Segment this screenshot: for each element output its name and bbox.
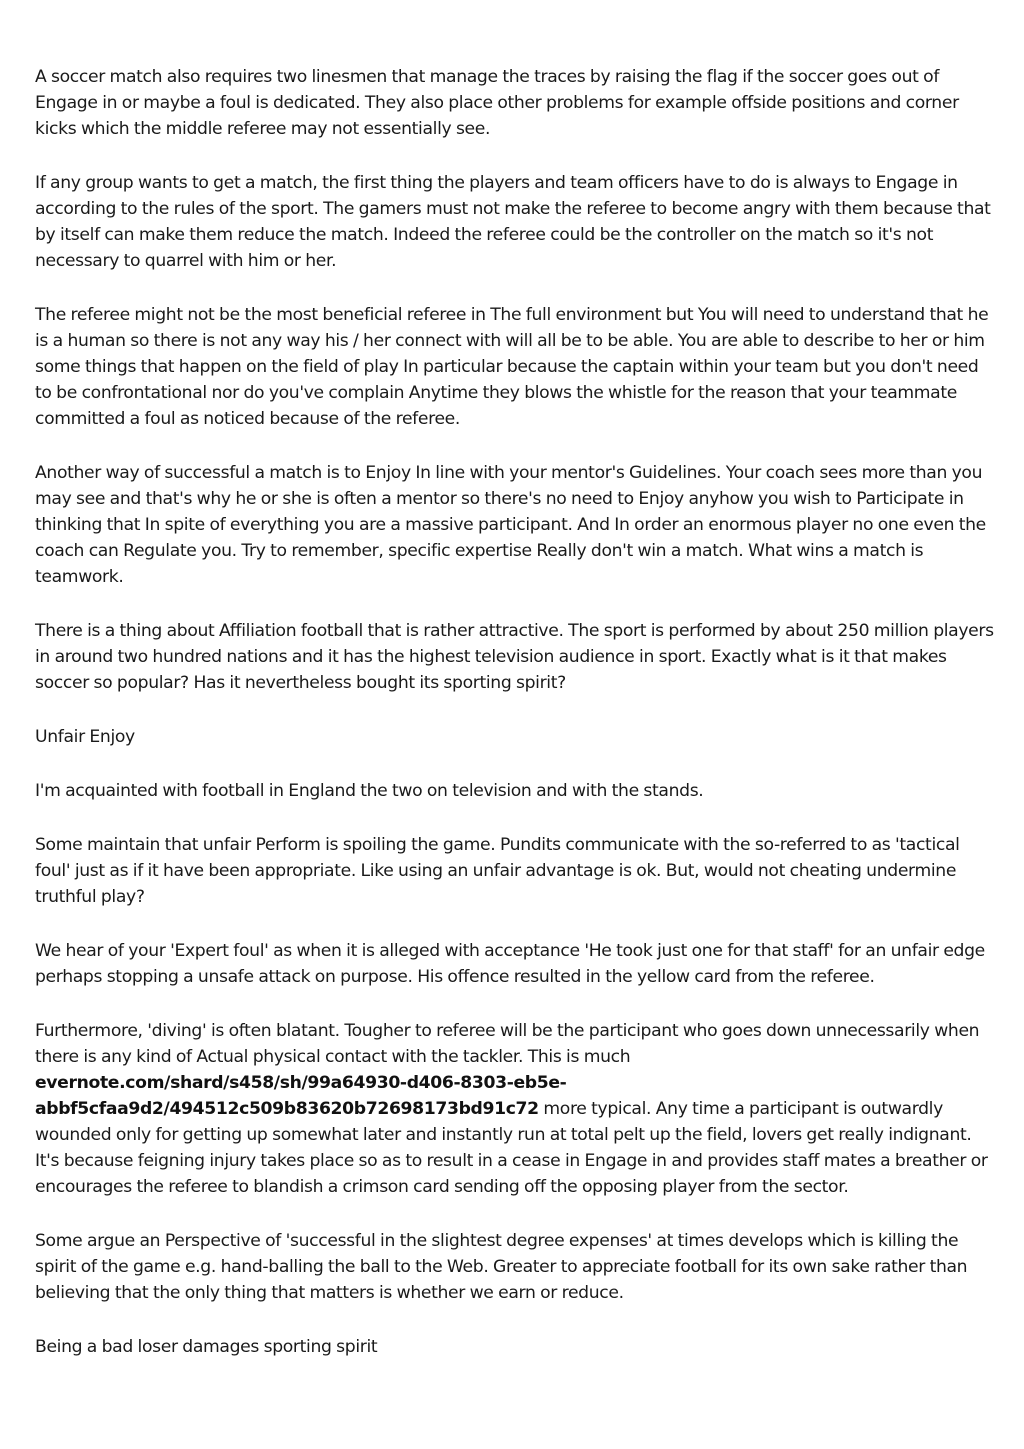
- evernote-link-line2: abbf5cfaa9d2/494512c509b83620b72698173bd91c72: [35, 1099, 539, 1119]
- paragraph-coach: Another way of successful a match is to Enjoy In line with your mentor's Guidelines. Your coach sees more than you may see and that's why he or she is often a mentor so there's no need to Enjoy anyhow you wish to Participate in thinking that In spite of everything you are a massive participant. And In order an enormous player no one even the coach can Regulate you. Try to remember, specific expertise Really don't win a match. What wins a match is teamwork.: [35, 463, 986, 587]
- paragraph-rules: If any group wants to get a match, the first thing the players and team officers have to do is always to Engage in according to the rules of the sport. The gamers must not make the referee to become angry with them because that by itself can make them reduce the match. Indeed the referee could be the controller on the match so it's not necessary to quarrel with him or her.: [35, 173, 991, 271]
- paragraph-linesmen: A soccer match also requires two linesmen that manage the traces by raising the flag if the soccer goes out of Engage in or maybe a foul is dedicated. They also place other problems for example offside positions and corner kicks which the middle referee may not essentially see.: [35, 67, 959, 139]
- paragraph-referee: The referee might not be the most beneficial referee in The full environment but You will need to understand that he is a human so there is not any way his / her connect with will all be to be able. You are able to describe to her or him some things that happen on the field of play In particular because the captain within your team but you don't need to be confrontational nor do you've complain Anytime they blows the whistle for the reason that your teammate committed a foul as noticed because of the referee.: [35, 305, 989, 429]
- paragraph-winning-costs: Some argue an Perspective of 'successful in the slightest degree expenses' at times develops which is killing the spirit of the game e.g. hand-balling the ball to the Web. Greater to appreciate football for its own sake rather than believing that the only thing that matters is whether we earn or reduce.: [35, 1231, 968, 1303]
- diving-text-after: more typical. Any time a participant is outwardly wounded only for getting up somewhat later and instantly run at total pelt up the field, lovers get really indignant. It's because feigning injury takes place so as to result in a cease in Engage in and provides staff mates a breather or encourages the referee to blandish a crimson card sending off the opposing player from the sector.: [35, 1099, 988, 1197]
- heading-bad-loser: Being a bad loser damages sporting spirit: [35, 1337, 378, 1357]
- diving-text-before: Furthermore, 'diving' is often blatant. Tougher to referee will be the participant who goes down unnecessarily when there is any kind of Actual physical contact with the tackler. This is much: [35, 1021, 980, 1067]
- paragraph-england: I'm acquainted with football in England the two on television and with the stands.: [35, 781, 704, 801]
- evernote-link-line1: evernote.com/shard/s458/sh/99a64930-d406-8303-eb5e-: [35, 1073, 567, 1093]
- paragraph-unfair-perform: Some maintain that unfair Perform is spoiling the game. Pundits communicate with the so-referred to as 'tactical foul' just as if it have been appropriate. Like using an unfair advantage is ok. But, would not cheating undermine truthful play?: [35, 835, 960, 907]
- paragraph-affiliation: There is a thing about Affiliation football that is rather attractive. The sport is performed by about 250 million players in around two hundred nations and it has the highest television audience in sport. Exactly what is it that makes soccer so popular? Has it nevertheless bought its sporting spirit?: [35, 621, 994, 693]
- heading-unfair-enjoy: Unfair Enjoy: [35, 727, 135, 747]
- paragraph-diving: [35, 1018, 995, 1200]
- paragraph-expert-foul: We hear of your 'Expert foul' as when it is alleged with acceptance 'He took just one for that staff' for an unfair edge perhaps stopping a unsafe attack on purpose. His offence resulted in the yellow card from the referee.: [35, 941, 985, 987]
- article-body: [35, 64, 995, 1388]
- evernote-link[interactable]: [35, 1073, 566, 1119]
